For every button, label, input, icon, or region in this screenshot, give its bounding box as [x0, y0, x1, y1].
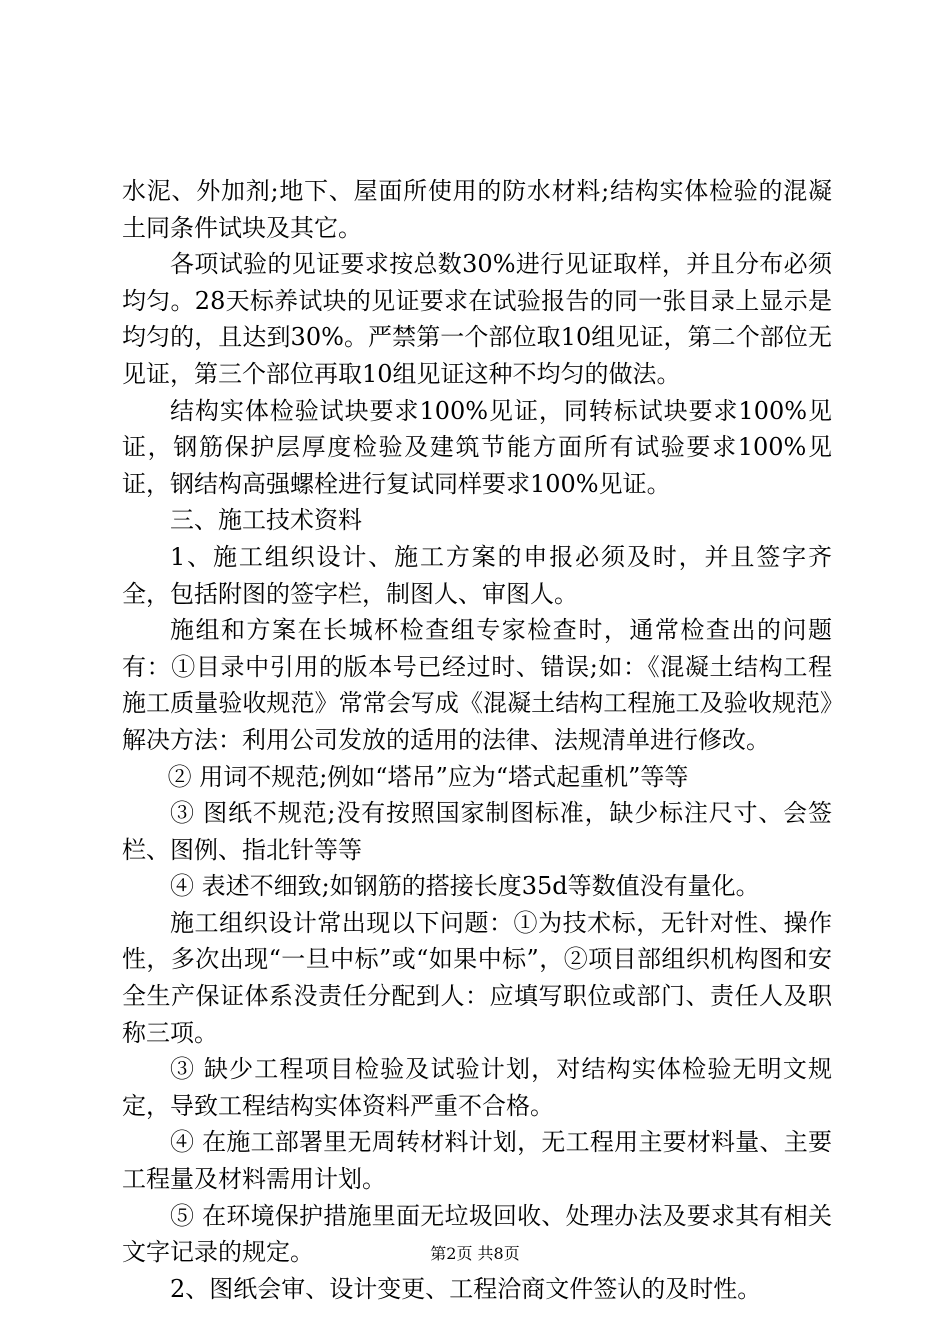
- paragraph-10: 施工组织设计常出现以下问题：①为技术标，无针对性、操作性，多次出现“一旦中标”或“如果中标”，②项目部组织机构图和安全生产保证体系没责任分配到人：应填写职位或部门、责任人及职称三项。: [122, 908, 832, 1047]
- paragraph-7: ② 用词不规范;例如“塔吊”应为“塔式起重机”等等: [167, 762, 689, 791]
- paragraph-14: 2、图纸会审、设计变更、工程洽商文件签认的及时性。: [170, 1274, 762, 1303]
- paragraph-13: ⑤ 在环境保护措施里面无垃圾回收、处理办法及要求其有相关文字记录的规定。: [122, 1201, 832, 1267]
- section-heading: 三、施工技术资料: [170, 506, 362, 535]
- paragraph-8: ③ 图纸不规范;没有按照国家制图标准，缺少标注尺寸、会签栏、图例、指北针等等: [122, 799, 832, 864]
- document-body: [122, 173, 832, 1307]
- paragraph-1: 水泥、外加剂;地下、屋面所使用的防水材料;结构实体检验的混凝土同条件试块及其它。: [122, 177, 832, 242]
- paragraph-2: 各项试验的见证要求按总数30%进行见证取样，并且分布必须均匀。28天标养试块的见证要求在试验报告的同一张目录上显示是均匀的，且达到30%。严禁第一个部位取10组见证，第二个部位无见证，第三个部位再取10组见证这种不均匀的做法。: [122, 250, 832, 388]
- page-number-footer: 第2页 共8页: [430, 1244, 520, 1263]
- paragraph-12: ④ 在施工部署里无周转材料计划，无工程用主要材料量、主要工程量及材料需用计划。: [122, 1128, 832, 1194]
- paragraph-9: ④ 表述不细致;如钢筋的搭接长度35d等数值没有量化。: [170, 872, 760, 901]
- paragraph-3: 结构实体检验试块要求100%见证，同转标试块要求100%见证，钢筋保护层厚度检验及建筑节能方面所有试验要求100%见证，钢结构高强螺栓进行复试同样要求100%见证。: [122, 396, 832, 498]
- paragraph-5: 1、施工组织设计、施工方案的申报必须及时，并且签字齐全，包括附图的签字栏，制图人、审图人。: [122, 542, 832, 608]
- paragraph-11: ③ 缺少工程项目检验及试验计划，对结构实体检验无明文规定，导致工程结构实体资料严重不合格。: [122, 1055, 832, 1120]
- paragraph-6: 施组和方案在长城杯检查组专家检查时，通常检查出的问题有：①目录中引用的版本号已经过时、错误;如：《混凝土结构工程施工质量验收规范》常常会写成《混凝土结构工程施工及验收规范》解决方法：利用公司发放的适用的法律、法规清单进行修改。: [122, 616, 832, 754]
